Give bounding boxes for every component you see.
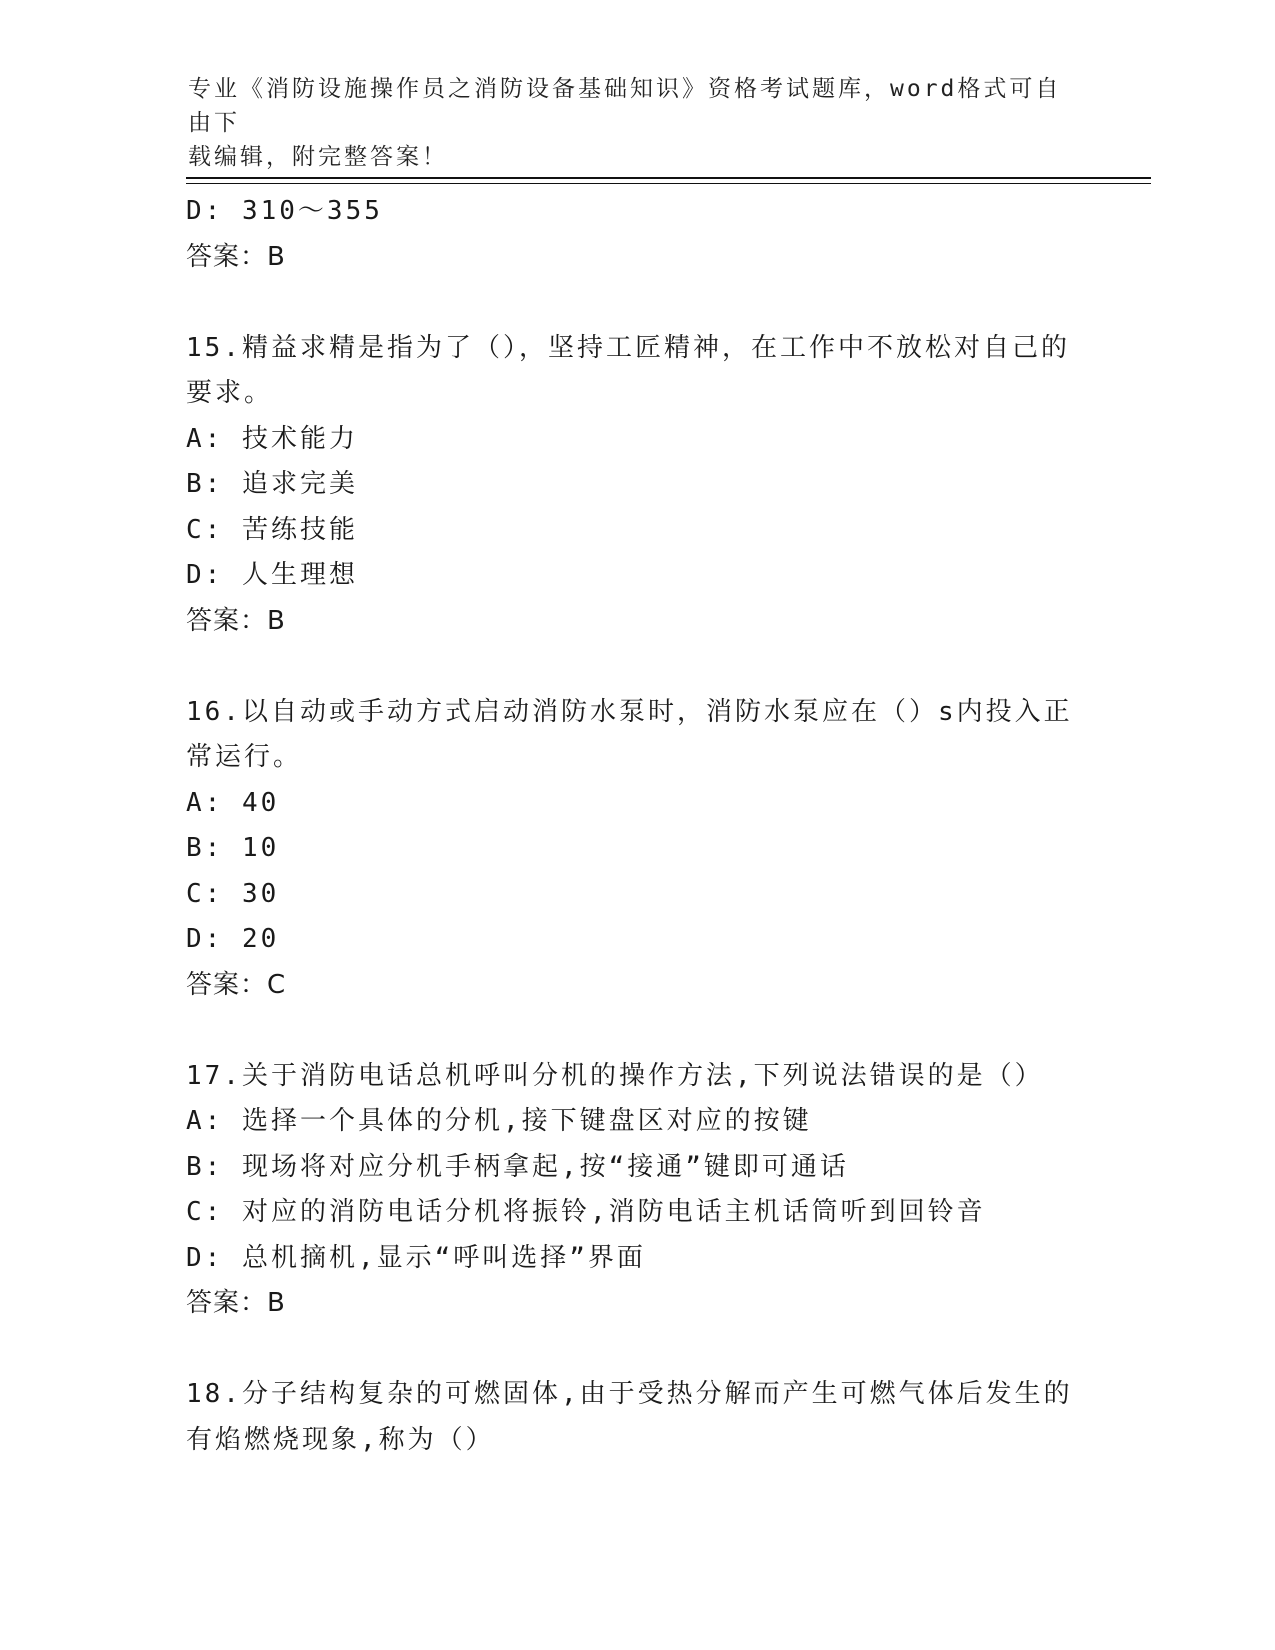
question-stem: 15.精益求精是指为了（），坚持工匠精神，在工作中不放松对自己的 bbox=[186, 332, 1070, 363]
question-stem: 18.分子结构复杂的可燃固体,由于受热分解而产生可燃气体后发生的 bbox=[186, 1379, 1073, 1409]
question-14-tail bbox=[186, 189, 1086, 280]
option-a: A: 40 bbox=[186, 787, 280, 818]
option-c: C: 对应的消防电话分机将振铃,消防电话主机话筒听到回铃音 bbox=[186, 1197, 986, 1227]
document-header bbox=[188, 72, 1068, 174]
option-b: B: 10 bbox=[186, 833, 280, 863]
spacer bbox=[186, 1327, 1086, 1373]
question-list bbox=[186, 189, 1086, 1463]
question-stem-continued: 常运行。 bbox=[186, 742, 303, 772]
question-stem-continued: 要求。 bbox=[186, 378, 274, 408]
question-stem: 17.关于消防电话总机呼叫分机的操作方法,下列说法错误的是（） bbox=[186, 1060, 1044, 1091]
option-c: C: 30 bbox=[186, 878, 280, 909]
question-18 bbox=[186, 1372, 1086, 1463]
question-stem: 16.以自动或手动方式启动消防水泵时，消防水泵应在（）s内投入正 bbox=[186, 696, 1073, 727]
question-17 bbox=[186, 1054, 1086, 1327]
option-b: B: 现场将对应分机手柄拿起,按“接通”键即可通话 bbox=[186, 1151, 849, 1182]
question-stem-continued: 有焰燃烧现象,称为（） bbox=[186, 1424, 495, 1455]
spacer bbox=[186, 1008, 1086, 1054]
question-16 bbox=[186, 690, 1086, 1009]
option-d: D: 310～355 bbox=[186, 196, 383, 226]
spacer bbox=[186, 280, 1086, 326]
answer-line: 答案：B bbox=[186, 605, 286, 636]
answer-line: 答案：B bbox=[186, 241, 286, 272]
question-15 bbox=[186, 326, 1086, 645]
answer-line: 答案：C bbox=[186, 969, 287, 1000]
spacer bbox=[186, 644, 1086, 690]
header-divider-thin bbox=[186, 183, 1151, 184]
option-a: A: 技术能力 bbox=[186, 423, 358, 454]
option-c: C: 苦练技能 bbox=[186, 514, 358, 545]
header-divider-thick bbox=[186, 177, 1151, 179]
option-d: D: 20 bbox=[186, 924, 280, 954]
option-d: D: 总机摘机,显示“呼叫选择”界面 bbox=[186, 1242, 646, 1273]
option-a: A: 选择一个具体的分机,接下键盘区对应的按键 bbox=[186, 1106, 812, 1136]
header-line-1: 专业《消防设施操作员之消防设备基础知识》资格考试题库，word格式可自由下 bbox=[188, 76, 1062, 136]
header-line-2: 载编辑，附完整答案！ bbox=[188, 144, 448, 170]
option-d: D: 人生理想 bbox=[186, 560, 358, 590]
option-b: B: 追求完美 bbox=[186, 469, 358, 499]
answer-line: 答案：B bbox=[186, 1288, 286, 1318]
